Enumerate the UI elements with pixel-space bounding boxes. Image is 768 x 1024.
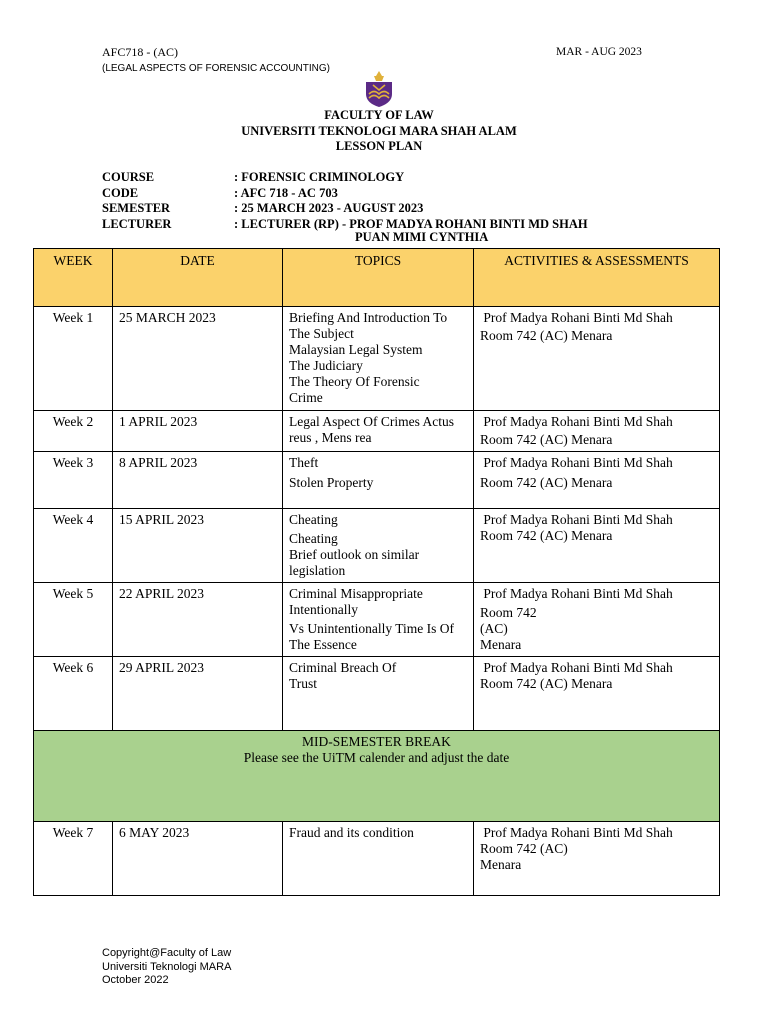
lecturer-value: : LECTURER (RP) - PROF MADYA ROHANI BINTI MD SHAH bbox=[234, 216, 588, 231]
activity-line: Prof Madya Rohani Binti Md Shah bbox=[480, 660, 673, 675]
document-type: LESSON PLAN bbox=[335, 139, 423, 153]
university-name: UNIVERSITI TEKNOLOGI MARA SHAH ALAM bbox=[241, 123, 517, 138]
topic-line: Fraud and its condition bbox=[289, 825, 414, 840]
table-row bbox=[34, 307, 720, 411]
table-row bbox=[34, 509, 720, 583]
header-topics: TOPICS bbox=[283, 249, 474, 307]
header-date: DATE bbox=[113, 249, 283, 307]
week-cell: Week 2 bbox=[34, 411, 113, 452]
topic-line: Theft bbox=[289, 455, 319, 470]
course-value: : FORENSIC CRIMINOLOGY bbox=[234, 170, 405, 184]
activity-line: Room 742 bbox=[480, 605, 537, 620]
table-row bbox=[34, 411, 720, 452]
activities-cell bbox=[474, 411, 720, 452]
date-cell: 25 MARCH 2023 bbox=[113, 307, 283, 411]
lesson-plan-table bbox=[33, 248, 720, 896]
activity-line: Room 742 (AC) bbox=[480, 841, 568, 856]
copyright-footer bbox=[102, 947, 231, 988]
activity-line: Prof Madya Rohani Binti Md Shah bbox=[480, 414, 673, 429]
activities-cell bbox=[474, 822, 720, 896]
week-cell: Week 4 bbox=[34, 509, 113, 583]
activities-cell bbox=[474, 509, 720, 583]
footer-line: Copyright@Faculty of Law bbox=[102, 947, 232, 959]
topic-line: The Theory Of Forensic bbox=[289, 374, 420, 389]
university-crest-icon bbox=[361, 70, 397, 108]
date-cell: 22 APRIL 2023 bbox=[113, 583, 283, 657]
activity-line: Prof Madya Rohani Binti Md Shah bbox=[480, 310, 673, 325]
footer-line: Universiti Teknologi MARA bbox=[102, 960, 232, 973]
topic-line: Criminal Misappropriate bbox=[289, 586, 423, 601]
week-cell: Week 1 bbox=[34, 307, 113, 411]
activity-line: Prof Madya Rohani Binti Md Shah bbox=[480, 512, 673, 527]
topics-cell bbox=[283, 583, 474, 657]
table-row bbox=[34, 583, 720, 657]
course-subtitle: (LEGAL ASPECTS OF FORENSIC ACCOUNTING) bbox=[102, 63, 330, 74]
date-cell: 29 APRIL 2023 bbox=[113, 657, 283, 731]
semester-label: SEMESTER bbox=[102, 201, 171, 215]
topic-line: Stolen Property bbox=[289, 475, 374, 490]
break-note: Please see the UiTM calender and adjust the date bbox=[243, 750, 510, 765]
header-activities: ACTIVITIES & ASSESSMENTS bbox=[474, 249, 720, 307]
semester-value: : 25 MARCH 2023 - AUGUST 2023 bbox=[234, 201, 424, 215]
table-row bbox=[34, 822, 720, 896]
topic-line: Crime bbox=[289, 390, 323, 405]
header-week: WEEK bbox=[34, 249, 113, 307]
topic-line: Legal Aspect Of Crimes Actus bbox=[289, 414, 454, 429]
topics-cell bbox=[283, 307, 474, 411]
topic-line: Brief outlook on similar bbox=[289, 547, 420, 562]
topic-line: Briefing And Introduction To bbox=[289, 310, 448, 325]
week-cell: Week 6 bbox=[34, 657, 113, 731]
lecturer-label: LECTURER bbox=[102, 216, 172, 231]
document-header bbox=[0, 108, 758, 155]
topic-line: Vs Unintentionally Time Is Of bbox=[289, 621, 455, 636]
topics-cell bbox=[283, 452, 474, 509]
topic-line: Trust bbox=[289, 676, 318, 691]
activity-line: Room 742 (AC) Menara bbox=[480, 475, 613, 490]
topic-line: reus , Mens rea bbox=[289, 430, 372, 445]
mid-semester-break-row bbox=[34, 731, 720, 822]
table-row bbox=[34, 657, 720, 731]
footer-line: October 2022 bbox=[102, 974, 169, 986]
topic-line: Malaysian Legal System bbox=[289, 342, 423, 357]
activity-line: Room 742 (AC) Menara bbox=[480, 676, 613, 691]
topic-line: The Judiciary bbox=[289, 358, 363, 373]
mid-semester-break-cell bbox=[34, 731, 720, 822]
activities-cell bbox=[474, 307, 720, 411]
topics-cell bbox=[283, 509, 474, 583]
activities-cell bbox=[474, 657, 720, 731]
date-cell: 6 MAY 2023 bbox=[113, 822, 283, 896]
activities-cell bbox=[474, 583, 720, 657]
course-info bbox=[102, 170, 588, 246]
topic-line: The Subject bbox=[289, 326, 354, 341]
code-value: : AFC 718 - AC 703 bbox=[234, 185, 338, 200]
topic-line: Cheating bbox=[289, 531, 338, 546]
activity-line: Room 742 (AC) Menara bbox=[480, 432, 613, 447]
activity-line: Room 742 (AC) Menara bbox=[480, 328, 613, 343]
term-label: MAR - AUG 2023 bbox=[556, 46, 642, 58]
topic-line: The Essence bbox=[289, 637, 357, 652]
topic-line: Cheating bbox=[289, 512, 338, 527]
topic-line: Intentionally bbox=[289, 602, 358, 617]
topics-cell bbox=[283, 657, 474, 731]
course-code: AFC718 - (AC) bbox=[102, 45, 179, 59]
topics-cell bbox=[283, 822, 474, 896]
week-cell: Week 3 bbox=[34, 452, 113, 509]
activity-line: Menara bbox=[480, 637, 522, 652]
topic-line: legislation bbox=[289, 563, 346, 578]
activity-line: Room 742 (AC) Menara bbox=[480, 528, 613, 543]
date-cell: 8 APRIL 2023 bbox=[113, 452, 283, 509]
topic-line: Criminal Breach Of bbox=[289, 660, 397, 675]
lecturer-value-2: PUAN MIMI CYNTHIA bbox=[355, 230, 489, 244]
week-cell: Week 7 bbox=[34, 822, 113, 896]
week-cell: Week 5 bbox=[34, 583, 113, 657]
table-row bbox=[34, 452, 720, 509]
date-cell: 15 APRIL 2023 bbox=[113, 509, 283, 583]
break-title: MID-SEMESTER BREAK bbox=[302, 734, 451, 749]
activity-line: (AC) bbox=[480, 621, 508, 636]
table-header-row bbox=[34, 249, 720, 307]
activity-line: Prof Madya Rohani Binti Md Shah bbox=[480, 586, 673, 601]
activity-line: Menara bbox=[480, 857, 522, 872]
course-label: COURSE bbox=[102, 170, 155, 184]
code-label: CODE bbox=[102, 185, 139, 200]
faculty-name: FACULTY OF LAW bbox=[324, 108, 434, 122]
activity-line: Prof Madya Rohani Binti Md Shah bbox=[480, 455, 673, 470]
activities-cell bbox=[474, 452, 720, 509]
activity-line: Prof Madya Rohani Binti Md Shah bbox=[480, 825, 673, 840]
topics-cell bbox=[283, 411, 474, 452]
date-cell: 1 APRIL 2023 bbox=[113, 411, 283, 452]
